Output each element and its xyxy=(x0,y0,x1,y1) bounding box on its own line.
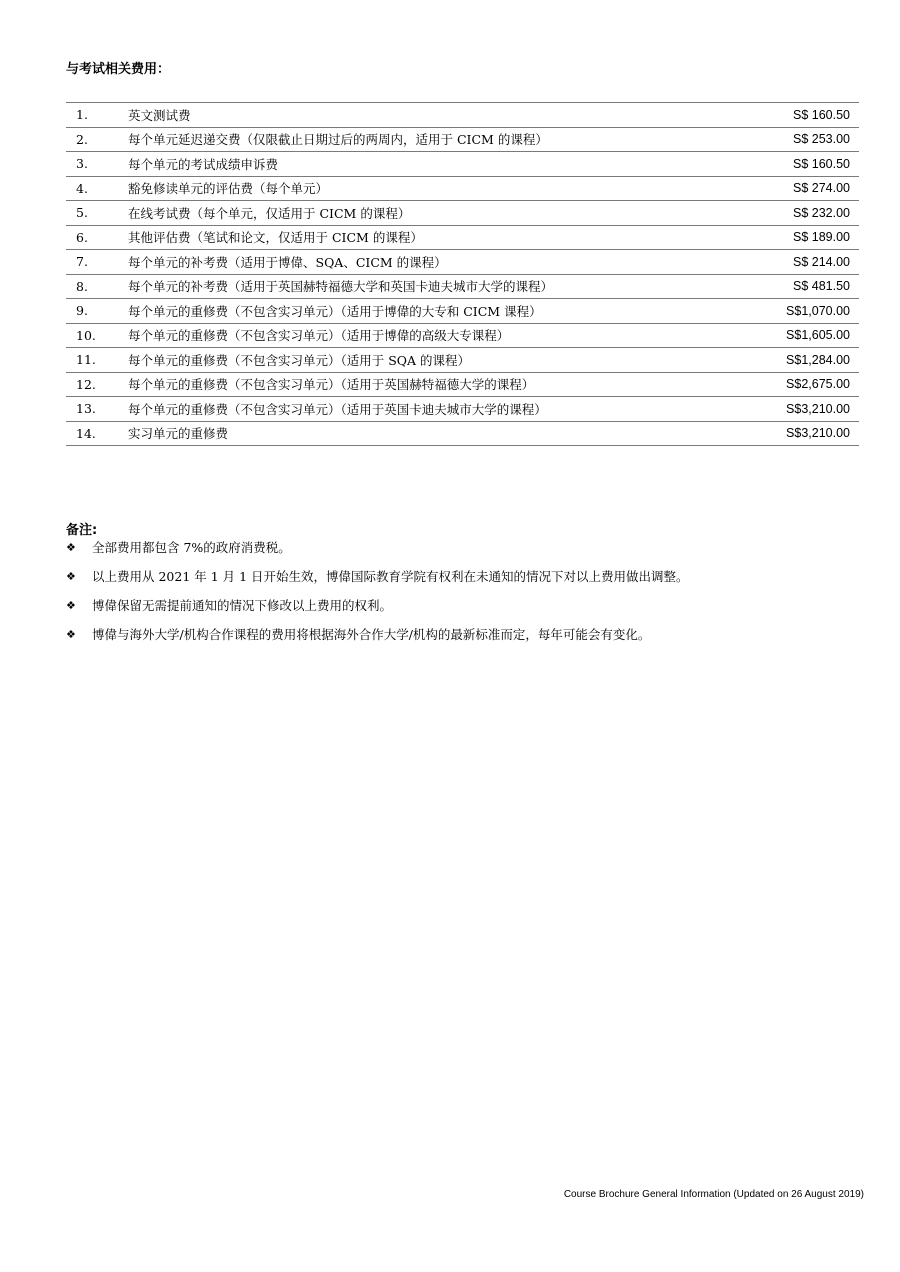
list-item xyxy=(66,626,856,655)
fee-amount: S$ 481.50 xyxy=(730,274,859,299)
note-text: 博偉与海外大学/机构合作课程的费用将根据海外合作大学/机构的最新标准而定，每年可能会有变化。 xyxy=(92,627,651,642)
diamond-bullet-icon: ❖ xyxy=(66,541,76,554)
fee-description: 每个单元的重修费（不包含实习单元）（适用于英国卡迪夫城市大学的课程） xyxy=(128,397,730,422)
fee-amount: S$1,070.00 xyxy=(730,299,859,324)
fee-amount: S$ 274.00 xyxy=(730,176,859,201)
table-row xyxy=(66,225,859,250)
diamond-bullet-icon: ❖ xyxy=(66,570,76,583)
fee-amount: S$1,284.00 xyxy=(730,348,859,373)
table-row xyxy=(66,274,859,299)
row-number: 6. xyxy=(66,225,128,250)
table-row xyxy=(66,299,859,324)
table-row xyxy=(66,421,859,446)
fee-description: 在线考试费（每个单元，仅适用于 CICM 的课程） xyxy=(128,201,730,226)
diamond-bullet-icon: ❖ xyxy=(66,628,76,641)
fee-amount: S$3,210.00 xyxy=(730,397,859,422)
fee-description: 每个单元的重修费（不包含实习单元）（适用于 SQA 的课程） xyxy=(128,348,730,373)
fee-description: 每个单元的补考费（适用于博偉、SQA、CICM 的课程） xyxy=(128,250,730,275)
row-number: 1. xyxy=(66,103,128,128)
table-row xyxy=(66,103,859,128)
list-item xyxy=(66,539,856,568)
table-row xyxy=(66,127,859,152)
exam-fees-table xyxy=(66,102,859,446)
fee-amount: S$3,210.00 xyxy=(730,421,859,446)
section-title: 与考试相关费用： xyxy=(66,62,171,77)
row-number: 13. xyxy=(66,397,128,422)
table-row xyxy=(66,201,859,226)
row-number: 3. xyxy=(66,152,128,177)
fee-amount: S$ 160.50 xyxy=(730,103,859,128)
table-row xyxy=(66,348,859,373)
list-item xyxy=(66,568,856,597)
fee-amount: S$1,605.00 xyxy=(730,323,859,348)
fee-description: 每个单元的重修费（不包含实习单元）（适用于博偉的大专和 CICM 课程） xyxy=(128,299,730,324)
fee-amount: S$ 253.00 xyxy=(730,127,859,152)
row-number: 2. xyxy=(66,127,128,152)
fee-description: 每个单元的重修费（不包含实习单元）（适用于英国赫特福德大学的课程） xyxy=(128,372,730,397)
note-text: 以上费用从 2021 年 1 月 1 日开始生效，博偉国际教育学院有权利在未通知的情况下对以上费用做出调整。 xyxy=(92,569,689,584)
fee-amount: S$2,675.00 xyxy=(730,372,859,397)
diamond-bullet-icon: ❖ xyxy=(66,599,76,612)
row-number: 5. xyxy=(66,201,128,226)
table-row xyxy=(66,250,859,275)
fee-description: 每个单元的补考费（适用于英国赫特福德大学和英国卡迪夫城市大学的课程） xyxy=(128,274,730,299)
note-text: 博偉保留无需提前通知的情况下修改以上费用的权利。 xyxy=(92,598,393,613)
row-number: 10. xyxy=(66,323,128,348)
notes-title: 备注: xyxy=(66,523,98,538)
fee-amount: S$ 189.00 xyxy=(730,225,859,250)
row-number: 12. xyxy=(66,372,128,397)
fee-description: 每个单元延迟递交费（仅限截止日期过后的两周内，适用于 CICM 的课程） xyxy=(128,127,730,152)
fee-amount: S$ 214.00 xyxy=(730,250,859,275)
row-number: 9. xyxy=(66,299,128,324)
table-row xyxy=(66,372,859,397)
notes-list xyxy=(66,539,856,655)
fee-description: 其他评估费（笔试和论文，仅适用于 CICM 的课程） xyxy=(128,225,730,250)
table-row xyxy=(66,152,859,177)
row-number: 14. xyxy=(66,421,128,446)
table-row xyxy=(66,323,859,348)
fee-amount: S$ 232.00 xyxy=(730,201,859,226)
fee-amount: S$ 160.50 xyxy=(730,152,859,177)
table-row xyxy=(66,397,859,422)
row-number: 11. xyxy=(66,348,128,373)
fee-description: 英文测试费 xyxy=(128,103,730,128)
note-text: 全部费用都包含 7%的政府消费税。 xyxy=(92,540,291,555)
row-number: 7. xyxy=(66,250,128,275)
row-number: 8. xyxy=(66,274,128,299)
page-footer: Course Brochure General Information (Updated on 26 August 2019) xyxy=(563,1189,864,1200)
fee-description: 每个单元的重修费（不包含实习单元）（适用于博偉的高级大专课程） xyxy=(128,323,730,348)
fee-description: 每个单元的考试成绩申诉费 xyxy=(128,152,730,177)
list-item xyxy=(66,597,856,626)
fee-description: 豁免修读单元的评估费（每个单元） xyxy=(128,176,730,201)
row-number: 4. xyxy=(66,176,128,201)
table-row xyxy=(66,176,859,201)
fee-description: 实习单元的重修费 xyxy=(128,421,730,446)
